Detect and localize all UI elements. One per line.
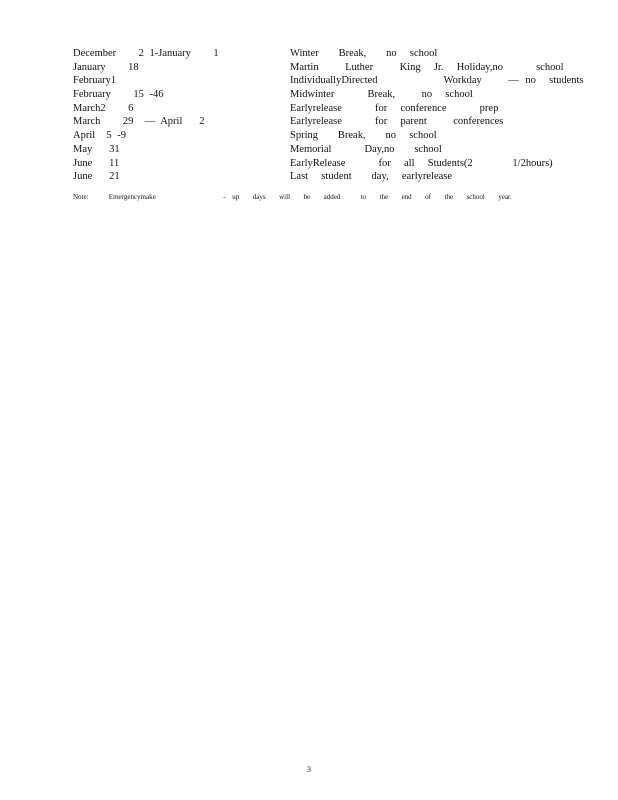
schedule-event: Winter Break, no school	[290, 48, 438, 59]
schedule-row	[73, 47, 543, 61]
schedule-event: IndividuallyDirected Workday — no students	[290, 75, 584, 87]
schedule-date: May 31	[73, 143, 120, 155]
schedule-date: January 18	[73, 61, 139, 73]
schedule-event: Earlyrelease for parent conferences	[290, 116, 504, 128]
schedule-event: EarlyRelease for all Students(2 1/2hours)	[290, 157, 553, 169]
schedule-date: June 21	[73, 171, 120, 183]
schedule-date: February1	[73, 75, 117, 87]
schedule-date: February 15 -46	[73, 89, 164, 101]
schedule-row	[73, 157, 553, 171]
schedule-row	[73, 74, 584, 88]
schedule-date: June 11	[73, 157, 120, 169]
schedule-event: Last student day, earlyrelease	[290, 171, 453, 183]
schedule-row	[73, 61, 564, 75]
schedule-row	[73, 129, 543, 143]
schedule-date: December 2 1-January 1	[73, 48, 219, 59]
schedule-row	[73, 143, 543, 157]
schedule-row	[73, 88, 543, 102]
schedule-event: Spring Break, no school	[290, 130, 437, 142]
schedule-row	[73, 102, 543, 116]
schedule-row	[73, 170, 543, 184]
schedule-event: Midwinter Break, no school	[290, 89, 473, 101]
schedule-date: April 5 -9	[73, 130, 127, 142]
schedule-event: Martin Luther King Jr. Holiday,no school	[290, 61, 564, 73]
schedule-row	[73, 115, 543, 129]
school-calendar-schedule	[73, 47, 584, 184]
schedule-date: March 29 — April 2	[73, 116, 205, 128]
schedule-date: March2 6	[73, 102, 134, 114]
page-number: 3	[307, 765, 311, 774]
makeup-days-note: Note: Emergencymake - up days will be added to the end of the school year.	[73, 193, 512, 201]
schedule-event: Memorial Day,no school	[290, 143, 442, 155]
schedule-event: Earlyrelease for conference prep	[290, 102, 499, 114]
